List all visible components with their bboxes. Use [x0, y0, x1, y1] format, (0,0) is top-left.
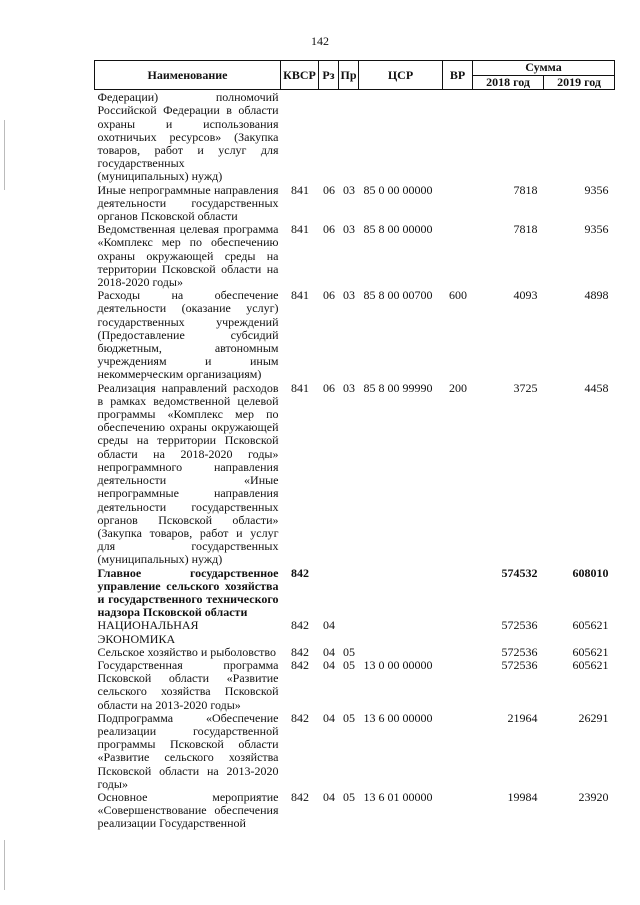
header-pr: Пр [339, 61, 359, 90]
cell-rz [319, 90, 339, 184]
cell-name: Реализация направлений расходов в рамках ведомственной целевой программы «Комплекс мер по обеспечению охраны окружающей среды на территории Псковской области на 2018-2020 годы» непрограммного направления деятельности «Иные непрограммные направления деятельности государственных органов Псковской области» (Закупка товаров, работ и услуг для государственных (муниципальных) нужд) [97, 380, 279, 567]
cell-pr [339, 567, 359, 620]
cell-name: Главное государственное управление сельского хозяйства и государственного технического надзора Псковской области [97, 565, 279, 620]
cell-name: НАЦИОНАЛЬНАЯ ЭКОНОМИКА [97, 618, 199, 646]
cell-vr [443, 223, 473, 289]
table-row [95, 223, 615, 289]
cell-s2019: 26291 [578, 710, 609, 725]
cell-csr: 13 0 00 00000 [363, 657, 433, 672]
cell-pr: 05 [343, 657, 355, 672]
table-row [95, 184, 615, 224]
cell-rz: 06 [323, 380, 335, 395]
cell-csr: 85 8 00 99990 [363, 380, 433, 395]
table-row [95, 382, 615, 567]
table-row [95, 659, 615, 712]
cell-vr [443, 567, 473, 620]
table-body [95, 90, 615, 831]
cell-s2018: 3725 [513, 380, 538, 395]
cell-kvsr: 842 [291, 618, 309, 633]
cell-name: Государственная программа Псковской области «Развитие сельского хозяйства Псковской области на 2013-2020 годы» [97, 657, 279, 712]
cell-kvsr: 841 [291, 380, 309, 395]
cell-name: Основное мероприятие «Совершенствование обеспечения реализации Государственной [97, 789, 279, 831]
cell-s2018: 21964 [507, 710, 538, 725]
cell-s2018: 7818 [513, 182, 538, 197]
cell-vr [443, 712, 473, 791]
table-row [95, 567, 615, 620]
cell-kvsr [281, 90, 319, 184]
cell-pr: 03 [343, 288, 355, 303]
cell-vr [443, 791, 473, 831]
table-row [95, 619, 615, 645]
cell-s2019: 605621 [572, 618, 609, 633]
cell-csr [359, 619, 443, 645]
cell-pr: 03 [343, 182, 355, 197]
cell-rz: 04 [323, 789, 335, 804]
table-header [95, 61, 615, 90]
scan-edge-mark [4, 840, 5, 890]
cell-rz: 06 [323, 222, 335, 237]
cell-csr: 85 0 00 00000 [363, 182, 433, 197]
cell-vr [443, 184, 473, 224]
cell-s2018: 572536 [501, 657, 538, 672]
cell-kvsr: 842 [291, 657, 309, 672]
header-2018: 2018 год [473, 76, 544, 90]
header-vr: ВР [443, 61, 473, 90]
cell-kvsr: 841 [291, 222, 309, 237]
cell-s2018: 19984 [507, 789, 538, 804]
cell-kvsr: 842 [291, 710, 309, 725]
cell-s2018 [473, 90, 544, 184]
header-rz: Рз [319, 61, 339, 90]
cell-pr: 05 [343, 644, 355, 659]
header-2019: 2019 год [544, 76, 615, 90]
cell-s2019: 9356 [584, 182, 609, 197]
scan-edge-mark [4, 120, 5, 190]
cell-s2019: 608010 [572, 565, 609, 580]
cell-rz: 04 [323, 710, 335, 725]
cell-kvsr: 842 [291, 789, 309, 804]
cell-rz: 04 [323, 618, 335, 633]
cell-vr: 600 [449, 288, 467, 303]
cell-pr: 05 [343, 789, 355, 804]
cell-s2019: 4458 [584, 380, 609, 395]
cell-kvsr: 841 [291, 288, 309, 303]
cell-kvsr: 841 [291, 182, 309, 197]
cell-name: Ведомственная целевая программа «Комплекс мер по обеспечению охраны окружающей среды на территории Псковской области на 2018-2020 годы» [97, 222, 279, 290]
cell-csr: 13 6 00 00000 [363, 710, 433, 725]
cell-s2018: 4093 [513, 288, 538, 303]
header-csr: ЦСР [359, 61, 443, 90]
cell-kvsr: 842 [291, 565, 309, 580]
cell-rz [319, 567, 339, 620]
cell-s2019: 23920 [578, 789, 609, 804]
cell-csr [359, 646, 443, 659]
table-row [95, 90, 615, 184]
cell-pr: 03 [343, 222, 355, 237]
cell-vr [443, 659, 473, 712]
cell-vr [443, 646, 473, 659]
cell-s2018: 572536 [501, 644, 538, 659]
cell-name: Расходы на обеспечение деятельности (оказание услуг) государственных учреждений (Предоставление субсидий бюджетным, автономным учреждениям и иным некоммерческим организациям) [97, 288, 279, 382]
page-number: 142 [311, 34, 329, 48]
cell-s2019: 9356 [584, 222, 609, 237]
cell-pr [339, 619, 359, 645]
header-sum: Сумма [473, 61, 615, 76]
cell-s2019 [544, 90, 615, 184]
cell-s2018: 574532 [501, 565, 538, 580]
cell-s2018: 7818 [513, 222, 538, 237]
cell-name: Федерации) полномочий Российской Федерации в области охраны и использования охотничьих ресурсов» (Закупка товаров, работ и услуг для государственных (муниципальных) нужд) [97, 90, 279, 184]
cell-csr [359, 90, 443, 184]
cell-name: Сельское хозяйство и рыболовство [97, 644, 277, 659]
cell-csr [359, 567, 443, 620]
cell-vr [443, 619, 473, 645]
table-row [95, 712, 615, 791]
cell-csr: 85 8 00 00700 [363, 288, 433, 303]
cell-name: Иные непрограммные направления деятельности государственных органов Псковской области [97, 182, 279, 224]
cell-pr: 05 [343, 710, 355, 725]
table-row [95, 289, 615, 381]
cell-name: Подпрограмма «Обеспечение реализации государственной программы Псковской области «Развитие сельского хозяйства Псковской области на 2013-2020 годы» [97, 710, 279, 791]
cell-rz: 06 [323, 182, 335, 197]
header-name: Наименование [95, 61, 281, 90]
cell-rz: 04 [323, 644, 335, 659]
cell-s2018: 572536 [501, 618, 538, 633]
header-kvsr: КВСР [281, 61, 319, 90]
cell-s2019: 605621 [572, 644, 609, 659]
cell-csr: 85 8 00 00000 [363, 222, 433, 237]
cell-pr: 03 [343, 380, 355, 395]
cell-pr [339, 90, 359, 184]
cell-vr [443, 90, 473, 184]
cell-s2019: 4898 [584, 288, 609, 303]
cell-kvsr: 842 [291, 644, 309, 659]
cell-rz: 06 [323, 288, 335, 303]
table-row [95, 791, 615, 831]
cell-vr: 200 [449, 380, 467, 395]
cell-s2019: 605621 [572, 657, 609, 672]
table-row [95, 646, 615, 659]
budget-table [94, 60, 615, 831]
cell-rz: 04 [323, 657, 335, 672]
cell-csr: 13 6 01 00000 [363, 789, 433, 804]
